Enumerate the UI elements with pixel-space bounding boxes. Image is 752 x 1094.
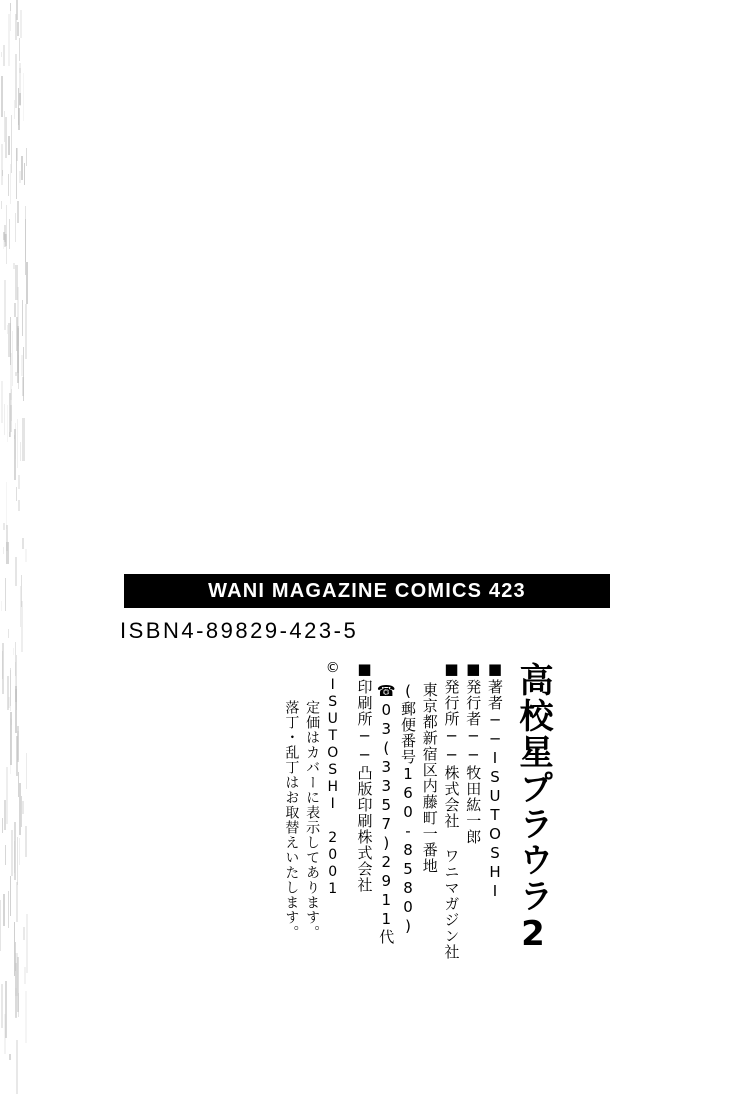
colophon-line-printer: ■印刷所──凸版印刷株式会社 [355,660,374,893]
series-band [124,574,610,608]
colophon-line-address: 東京都新宿区内藤町一番地 [420,682,439,874]
colophon-line-copyright: ©ISUTOSHI 2001 [324,660,341,898]
isbn-label: ISBN4-89829-423-5 [120,618,359,643]
colophon-block [150,660,553,990]
colophon-line-price-note: 定価はカバーに表示してあります。 [304,700,321,940]
colophon-line-publisher-office: ■発行所──株式会社 ワニマガジン社 [442,660,461,960]
page-edge-texture [0,0,30,1080]
colophon-line-publisher-person: ■発行者──牧田紘一郎 [464,660,483,845]
colophon-line-defect-note: 落丁・乱丁はお取替えいたします。 [283,700,300,940]
book-title: 高校星プラウラ2 [513,662,553,956]
colophon-line-phone: ☎03(3357)2911代 [377,682,396,945]
colophon-line-postal: (郵便番号160-8580) [399,682,417,936]
series-band-label: WANI MAGAZINE COMICS 423 [208,579,526,602]
colophon-line-author: ■著者──ISUTOSHI [486,660,504,901]
